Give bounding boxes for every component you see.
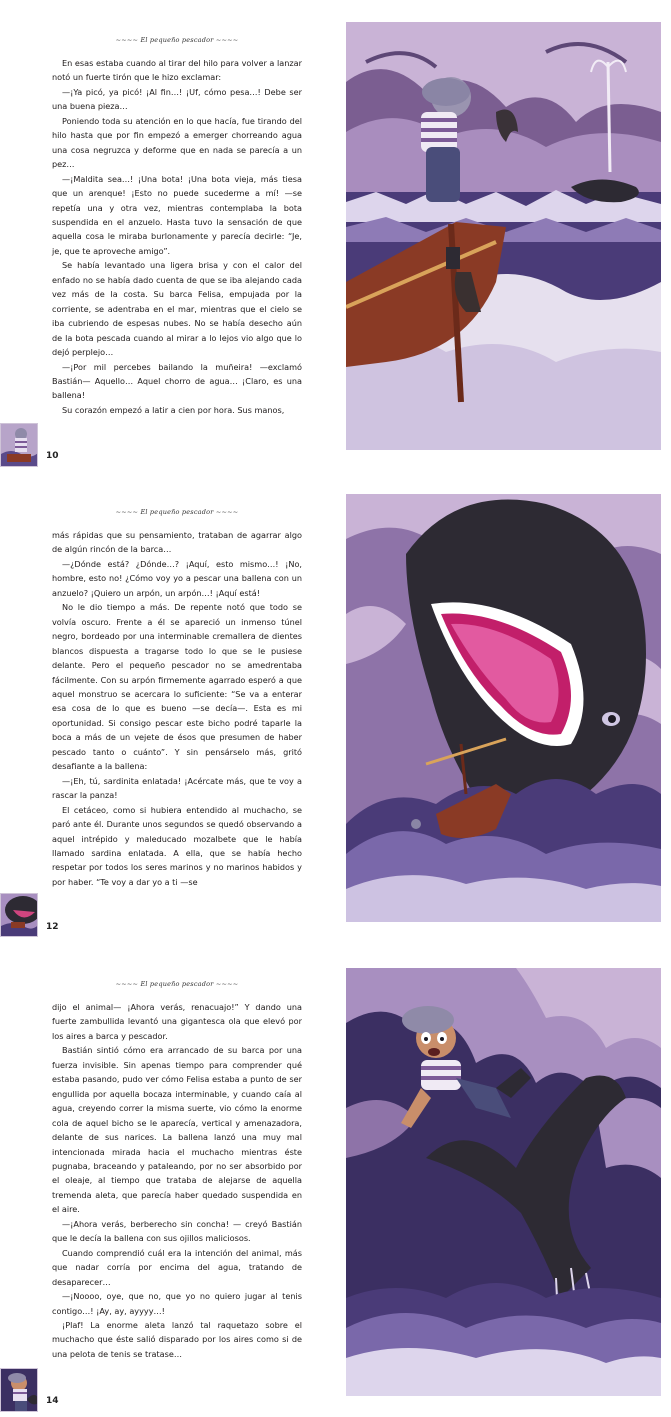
paragraph: —¡Por mil percebes bailando la muñeira! —exclamó Bastián— Aquello… Aquel chorro de agua… ¡Claro, es una ballena! xyxy=(52,361,302,401)
fisherman-holding-boot-illustration xyxy=(346,22,661,450)
spread-page-12 xyxy=(0,472,671,942)
story-text xyxy=(52,528,302,889)
paragraph: —¡Eh, tú, sardinita enlatada! ¡Acércate más, que te voy a rascar la panza! xyxy=(52,775,302,801)
paragraph: Su corazón empezó a latir a cien por hora. Sus manos, xyxy=(62,404,285,415)
story-text xyxy=(52,56,302,417)
running-header: ~~~~ El pequeño pescador ~~~~ xyxy=(115,508,239,516)
boy-launched-by-whale-tail-illustration xyxy=(346,968,661,1396)
paragraph: más rápidas que su pensamiento, trataban de agarrar algo de algún rincón de la barca… xyxy=(52,530,302,555)
paragraph: —¡Ya picó, ya picó! ¡Al fin…! ¡Uf, cómo pesa…! Debe ser una buena pieza… xyxy=(52,86,302,112)
text-page xyxy=(0,944,335,1414)
whale-boat-thumbnail xyxy=(0,893,38,937)
page-number: 10 xyxy=(46,451,59,461)
page-number: 14 xyxy=(46,1396,59,1406)
paragraph: ¡Plaf! La enorme aleta lanzó tal raquetazo sobre el muchacho que éste salió disparado por los aires como si de una pelota de tenis se tratase… xyxy=(52,1319,302,1359)
text-page xyxy=(0,472,335,942)
paragraph: El cetáceo, como si hubiera entendido al muchacho, se paró ante él. Durante unos segundos se quedó observando a aquel intrépido y maleducado mozalbete que le había llamado sardina enlatada. A ella, que se había hecho respetar por todos los seres marinos y no marinos habidos y por haber. “Te voy a dar yo a ti —se xyxy=(52,804,302,887)
story-text xyxy=(52,1000,302,1361)
paragraph: —¡Ahora verás, berberecho sin concha! — creyó Bastián que le decía la ballena con sus ojillos maliciosos. xyxy=(52,1218,302,1244)
paragraph: —¡Maldita sea…! ¡Una bota! ¡Una bota vieja, más tiesa que un arenque! ¡Esto no puede sucederme a mí! —se repetía una y otra vez, mientras contemplaba la bota suspendida en el anzuelo. Hasta tuvo la sensación de que aquella cosa le miraba burlonamente y parecía decirle: “Je, je, que te aproveche amigo”. xyxy=(52,173,302,256)
paragraph: En esas estaba cuando al tirar del hilo para volver a lanzar notó un fuerte tirón que le hizo exclamar: xyxy=(52,58,302,83)
running-header: ~~~~ El pequeño pescador ~~~~ xyxy=(115,980,239,988)
paragraph: No le dio tiempo a más. De repente notó que todo se volvía oscuro. Frente a él se apareció un inmenso túnel negro, bordeado por una interminable cremallera de dientes blancos dispuesta a tragarse todo lo que se le pusiese delante. Pero el pequeño pescador no se amedrentaba fácilmente. Con su arpón firmemente agarrado esperó a que aquel monstruo se acercara lo suficiente: “Se va a enterar esa cosa de lo que es bueno —se decía—. Esta es mi oportunidad. Si consigo pescar este bicho podré taparle la boca a más de un vejete de ésos que presumen de haber pescado tanto o cuánto”. Y sin pensárselo más, gritó desafiante a la ballena: xyxy=(52,602,302,772)
paragraph: —¿Dónde está? ¿Dónde…? ¡Aquí, esto mismo…! ¡No, hombre, esto no! ¿Cómo voy yo a pescar una ballena con un anzuelo? ¡Quiero un arpón, un arpón…! ¡Aquí está! xyxy=(52,558,302,598)
paragraph: Bastián sintió cómo era arrancado de su barca por una fuerza invisible. Sin apenas tiempo para comprender qué estaba pasando, pudo ver cómo Felisa estaba a punto de ser engullida por aquella bocaza interminable, y cuando caía al agua, creyendo correr la misma suerte, vio cómo la enorme cola de aquel bicho se le aparecía, vertical y amenazadora, delante de sus narices. La ballena lanzó una muy mal intencionada mirada hacia el muchacho mientras éste pugnaba, braceando y pataleando, por no ser absorbido por el oleaje, al tiempo que trataba de alejarse de aquella tremenda aleta, que parecía haber quedado suspendida en el aire. xyxy=(52,1045,302,1215)
fisherman-boot-thumbnail xyxy=(0,423,38,467)
spread-page-10 xyxy=(0,0,671,470)
page-number: 12 xyxy=(46,922,59,932)
boy-flying-thumbnail xyxy=(0,1368,38,1412)
spread-page-14 xyxy=(0,944,671,1414)
text-page xyxy=(0,0,335,470)
paragraph: Cuando comprendió cuál era la intención del animal, más que nadar corría por encima del agua, tratando de desaparecer… xyxy=(52,1247,302,1287)
paragraph: dijo el animal— ¡Ahora verás, renacuajo!” Y dando una fuerte zambullida levantó una gigantesca ola que elevó por los aires a barca y pescador. xyxy=(52,1002,302,1041)
running-header: ~~~~ El pequeño pescador ~~~~ xyxy=(115,36,239,44)
whale-open-mouth-illustration xyxy=(346,494,661,922)
paragraph: Poniendo toda su atención en lo que hacía, fue tirando del hilo hasta que por fin empezó a emerger chorreando agua una cosa negruzca y deforme que en nada se parecía a un pez… xyxy=(52,115,302,170)
paragraph: —¡Noooo, oye, que no, que yo no quiero jugar al tenis contigo…! ¡Ay, ay, ayyyy…! xyxy=(52,1291,302,1316)
paragraph: Se había levantado una ligera brisa y con el calor del enfado no se había dado cuenta de que se iba alejando cada vez más de la costa. Su barca Felisa, empujada por la corriente, se adentraba en el mar, mientras que el cielo se iba cubriendo de espesas nubes. No se había desecho aún de la bota pescada cuando al mirar a lo lejos vio algo que lo dejó perplejo… xyxy=(52,260,302,358)
